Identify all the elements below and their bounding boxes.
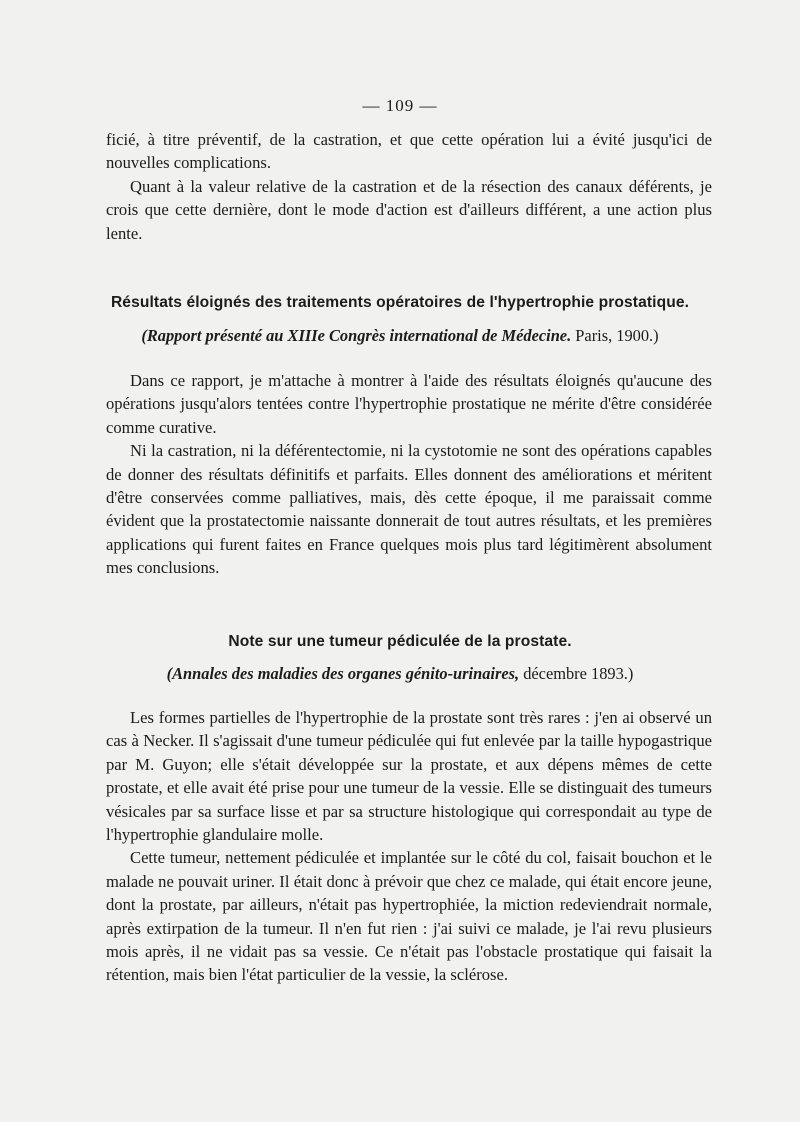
section-1-paragraph-2: Ni la castration, ni la déférentectomie, ni la cystotomie ne sont des opérations capables de donner des résultats définitifs et parfaits. Elles donnent des améliorations et méritent d'être conservées comme palliatives, mais, dès cette époque, il me paraissait comme évident que la prostatectomie naissante donnerait de tout autres résultats, et les premières applications qui furent faites en France quelques mois plus tard légitimèrent absolument mes conclusions.	[106, 441, 712, 578]
section-1-citation-source: (Rapport présenté au XIIIe Congrès international de Médecine.	[141, 326, 572, 345]
intro-paragraph-2: Quant à la valeur relative de la castration et de la résection des canaux déférents, je crois que cette dernière, dont le mode d'action est d'ailleurs différent, a une action plus lente.	[106, 176, 712, 243]
section-2-citation	[0, 662, 800, 685]
section-1-heading: Résultats éloignés des traitements opératoires de l'hypertrophie prostatique.	[110, 294, 690, 311]
intro-paragraph-1: ficié, à titre préventif, de la castration, et que cette opération lui a évité jusqu'ici de nouvelles complications.	[106, 130, 712, 173]
section-1-paragraph-1: Dans ce rapport, je m'attache à montrer à l'aide des résultats éloignés qu'aucune des opérations jusqu'alors tentées contre l'hypertrophie prostatique ne mérite d'être considérée comme curative.	[106, 371, 712, 437]
section-2-paragraph-1: Les formes partielles de l'hypertrophie de la prostate sont très rares : j'en ai observé un cas à Necker. Il s'agissait d'une tumeur pédiculée qui fut enlevée par la taille hypogastrique par M. Guyon; elle s'était développée sur la prostate, et aux dépens mêmes de cette prostate, et elle avait été prise pour une tumeur de la vessie. Elle se distinguait des tumeurs vésicales par sa surface lisse et par sa structure histologique qui correspondait au type de l'hypertrophie glandulaire molle.	[106, 708, 712, 845]
section-2-citation-source: (Annales des maladies des organes génito-urinaires,	[166, 664, 520, 683]
section-2-body	[106, 706, 712, 987]
section-2-citation-date: décembre 1893.)	[523, 664, 634, 683]
section-2-heading: Note sur une tumeur pédiculée de la prostate.	[228, 633, 572, 650]
section-1-citation	[0, 324, 800, 347]
intro-text	[106, 128, 712, 245]
section-2-paragraph-2: Cette tumeur, nettement pédiculée et implantée sur le côté du col, faisait bouchon et le malade ne pouvait uriner. Il était donc à prévoir que chez ce malade, qui était encore jeune, dont la prostate, par ailleurs, n'était pas hypertrophiée, la miction redeviendrait normale, après extirpation de la tumeur. Il n'en fut rien : j'ai suivi ce malade, je l'ai revu plusieurs mois après, il ne vidait pas sa vessie. Ce n'était pas l'obstacle prostatique qui faisait la rétention, mais bien l'état particulier de la vessie, la sclérose.	[106, 848, 712, 985]
section-1-body	[106, 369, 712, 580]
page-number: — 109 —	[362, 96, 438, 115]
section-1-citation-date: Paris, 1900.)	[575, 326, 659, 345]
